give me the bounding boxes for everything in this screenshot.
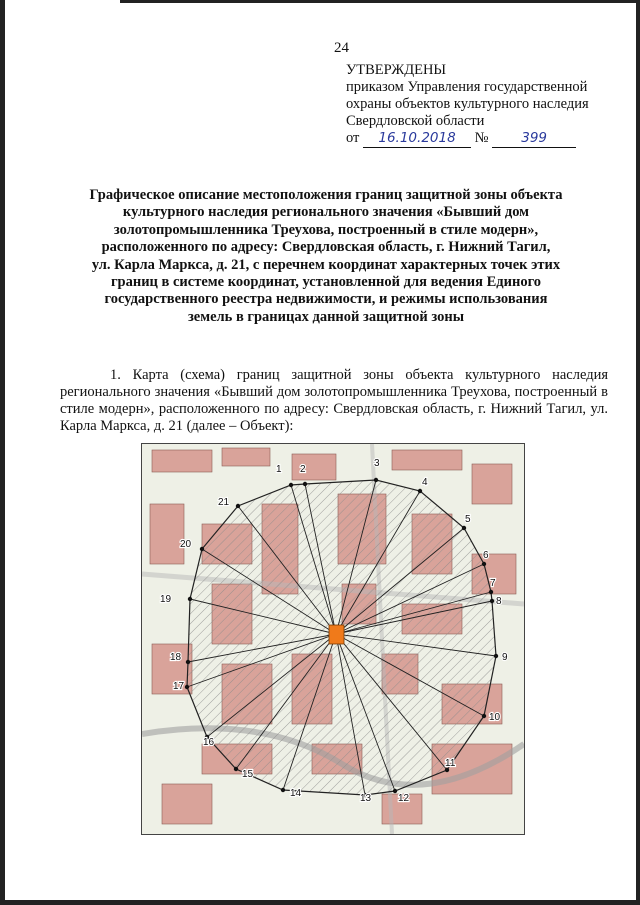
zone-map bbox=[141, 443, 525, 835]
paragraph-text: 1. Карта (схема) границ защитной зоны объекта культурного наследия регионального значения «Бывший дом золотопромышленника Треухова, построенный в стиле модерн», расположенного по адресу: Свердловская область, г. Нижний Тагил, ул. Карла Маркса, д. 21 (далее – Объект): bbox=[60, 367, 608, 434]
point-label: 21 bbox=[218, 497, 230, 508]
scan-edge-bottom bbox=[0, 900, 640, 905]
number-prefix: № bbox=[474, 130, 489, 146]
boundary-point bbox=[185, 685, 189, 689]
boundary-point bbox=[236, 504, 240, 508]
date-prefix: от bbox=[346, 130, 360, 146]
point-label: 5 bbox=[465, 514, 471, 525]
boundary-point bbox=[186, 660, 190, 664]
boundary-point bbox=[281, 788, 285, 792]
boundary-point bbox=[482, 562, 486, 566]
point-label: 19 bbox=[160, 594, 172, 605]
scan-edge-top bbox=[120, 0, 640, 3]
boundary-point bbox=[490, 599, 494, 603]
scan-edge-left bbox=[0, 0, 5, 905]
boundary-point bbox=[234, 767, 238, 771]
approval-line: Свердловской области bbox=[346, 113, 485, 129]
boundary-point bbox=[482, 714, 486, 718]
title-line: границ в системе координат, установленной для ведения Единого bbox=[110, 274, 542, 291]
title-line: ул. Карла Маркса, д. 21, с перечнем координат характерных точек этих bbox=[91, 256, 561, 273]
document-title bbox=[84, 187, 568, 326]
approval-line: приказом Управления государственной bbox=[346, 79, 588, 95]
scan-edge-right bbox=[636, 0, 640, 905]
point-label: 15 bbox=[242, 769, 254, 780]
point-label: 3 bbox=[374, 458, 380, 469]
approval-date-row bbox=[346, 130, 616, 148]
boundary-point bbox=[489, 590, 493, 594]
boundary-point bbox=[393, 789, 397, 793]
title-line: культурного наследия регионального значения «Бывший дом bbox=[122, 204, 530, 221]
boundary-point bbox=[418, 489, 422, 493]
point-label: 13 bbox=[360, 793, 372, 804]
title-line: земель в границах данной защитной зоны bbox=[187, 308, 465, 325]
point-label: 4 bbox=[422, 477, 428, 488]
point-label: 20 bbox=[180, 539, 192, 550]
boundary-point bbox=[462, 526, 466, 530]
approval-line: охраны объектов культурного наследия bbox=[346, 96, 589, 112]
section-paragraph bbox=[60, 367, 608, 435]
title-line: государственного реестра недвижимости, и режимы использования bbox=[104, 291, 548, 308]
boundary-point bbox=[200, 547, 204, 551]
point-label: 7 bbox=[490, 578, 496, 589]
boundary-point bbox=[494, 654, 498, 658]
point-label: 1 bbox=[276, 464, 282, 475]
approval-block bbox=[346, 62, 616, 148]
point-label: 18 bbox=[170, 652, 182, 663]
point-label: 2 bbox=[300, 464, 306, 475]
boundary-point bbox=[374, 478, 378, 482]
point-label: 12 bbox=[398, 793, 410, 804]
heritage-object-marker bbox=[329, 625, 344, 644]
map-drawing bbox=[142, 444, 524, 834]
point-label: 9 bbox=[502, 652, 508, 663]
point-label: 10 bbox=[489, 712, 501, 723]
boundary-point bbox=[303, 482, 307, 486]
approval-date: 16.10.2018 bbox=[363, 130, 471, 148]
boundary-point bbox=[188, 597, 192, 601]
point-label: 16 bbox=[203, 737, 215, 748]
approval-number: 399 bbox=[492, 130, 576, 148]
boundary-point bbox=[289, 483, 293, 487]
point-label: 11 bbox=[445, 758, 456, 769]
point-label: 6 bbox=[483, 550, 489, 561]
approval-heading: УТВЕРЖДЕНЫ bbox=[346, 62, 447, 78]
title-line: золотопромышленника Треухова, построенный в стиле модерн», bbox=[113, 221, 539, 238]
point-label: 8 bbox=[496, 596, 502, 607]
title-line: Графическое описание местоположения границ защитной зоны объекта bbox=[89, 187, 563, 203]
point-label: 14 bbox=[290, 788, 302, 799]
point-label: 17 bbox=[173, 681, 185, 692]
page-number: 24 bbox=[334, 40, 349, 56]
title-line: расположенного по адресу: Свердловская область, г. Нижний Тагил, bbox=[101, 239, 551, 256]
